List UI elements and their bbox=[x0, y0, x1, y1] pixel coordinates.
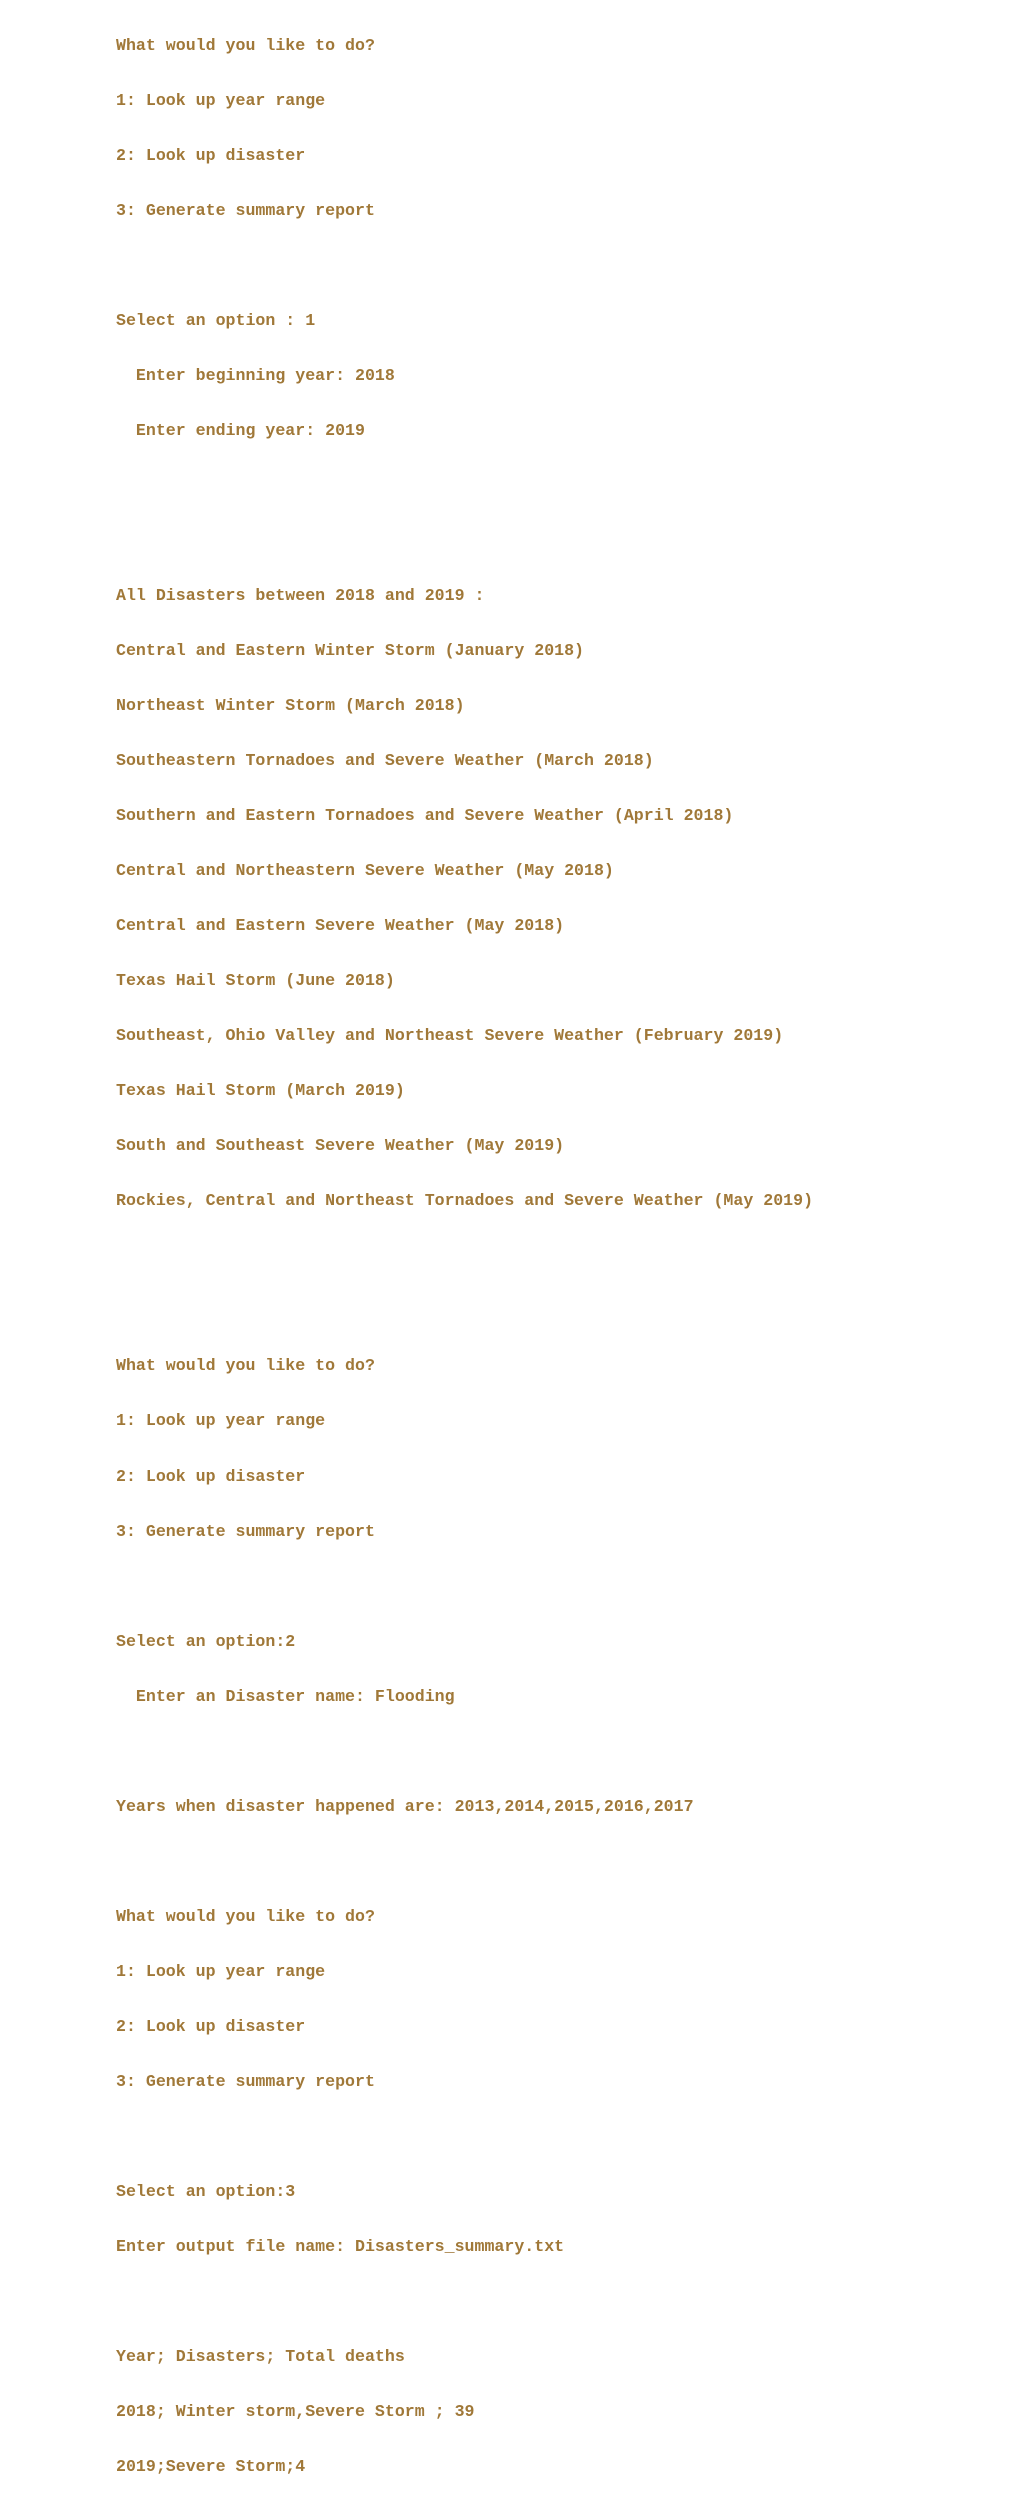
console-line-disaster-item: Central and Northeastern Severe Weather (May 2018) bbox=[116, 861, 614, 881]
console-line-disasters-header: All Disasters between 2018 and 2019 : bbox=[116, 586, 485, 605]
console-line-output-file-input: Enter output file name: Disasters_summary.txt bbox=[116, 2236, 565, 2256]
console-line-disaster-item: Northeast Winter Storm (March 2018) bbox=[116, 696, 465, 716]
console-line-menu-option-1: 1: Look up year range bbox=[116, 1411, 326, 1431]
console-line-select-option: Select an option:3 bbox=[116, 2181, 296, 2201]
console-line-blank bbox=[116, 1853, 813, 1871]
console-line-menu-option-3: 3: Generate summary report bbox=[116, 200, 375, 220]
console-line-disaster-item: Texas Hail Storm (March 2019) bbox=[116, 1081, 405, 1101]
console-line-menu-prompt: What would you like to do? bbox=[116, 35, 375, 55]
console-line-disaster-item: Rockies, Central and Northeast Tornadoes and Severe Weather (May 2019) bbox=[116, 1191, 814, 1211]
console-line-select-option: Select an option:2 bbox=[116, 1631, 296, 1651]
console-line-disaster-item: Texas Hail Storm (June 2018) bbox=[116, 971, 395, 991]
console-line-begin-year: Enter beginning year: 2018 bbox=[116, 365, 395, 385]
console-line-blank bbox=[116, 477, 813, 495]
console-output bbox=[116, 0, 813, 2495]
console-line-blank bbox=[116, 257, 813, 275]
console-line-blank bbox=[116, 1302, 813, 1320]
console-line-menu-prompt: What would you like to do? bbox=[116, 1906, 375, 1926]
console-line-summary-row: 2019;Severe Storm;4 bbox=[116, 2457, 306, 2477]
console-line-select-option: Select an option : 1 bbox=[116, 310, 316, 330]
console-line-menu-prompt: What would you like to do? bbox=[116, 1356, 375, 1376]
console-line-disaster-item: South and Southeast Severe Weather (May 2019) bbox=[116, 1136, 565, 1156]
console-line-blank bbox=[116, 1247, 813, 1265]
console-line-years-result: Years when disaster happened are: 2013,2014,2015,2016,2017 bbox=[116, 1796, 694, 1816]
console-line-blank bbox=[116, 1743, 813, 1761]
console-line-blank bbox=[116, 1578, 813, 1596]
console-line-menu-option-1: 1: Look up year range bbox=[116, 1961, 326, 1981]
console-line-summary-row: 2018; Winter storm,Severe Storm ; 39 bbox=[116, 2402, 475, 2422]
console-line-blank bbox=[116, 2128, 813, 2146]
console-line-disaster-item: Southeast, Ohio Valley and Northeast Severe Weather (February 2019) bbox=[116, 1026, 784, 1046]
console-line-blank bbox=[116, 2293, 813, 2311]
console-line-menu-option-2: 2: Look up disaster bbox=[116, 2016, 306, 2036]
console-line-end-year: Enter ending year: 2019 bbox=[116, 420, 365, 440]
console-line-menu-option-3: 3: Generate summary report bbox=[116, 2071, 375, 2091]
console-line-blank bbox=[116, 532, 813, 550]
console-line-disaster-item: Southern and Eastern Tornadoes and Severe Weather (April 2018) bbox=[116, 806, 734, 826]
console-line-menu-option-3: 3: Generate summary report bbox=[116, 1521, 375, 1541]
console-line-disaster-name-input: Enter an Disaster name: Flooding bbox=[116, 1686, 455, 1706]
console-line-summary-header: Year; Disasters; Total deaths bbox=[116, 2347, 405, 2366]
console-line-disaster-item: Central and Eastern Severe Weather (May 2018) bbox=[116, 916, 565, 936]
console-line-menu-option-2: 2: Look up disaster bbox=[116, 1466, 306, 1486]
console-line-menu-option-2: 2: Look up disaster bbox=[116, 145, 306, 165]
console-line-disaster-item: Central and Eastern Winter Storm (January 2018) bbox=[116, 641, 585, 661]
console-line-disaster-item: Southeastern Tornadoes and Severe Weather (March 2018) bbox=[116, 751, 654, 771]
console-line-menu-option-1: 1: Look up year range bbox=[116, 90, 326, 110]
